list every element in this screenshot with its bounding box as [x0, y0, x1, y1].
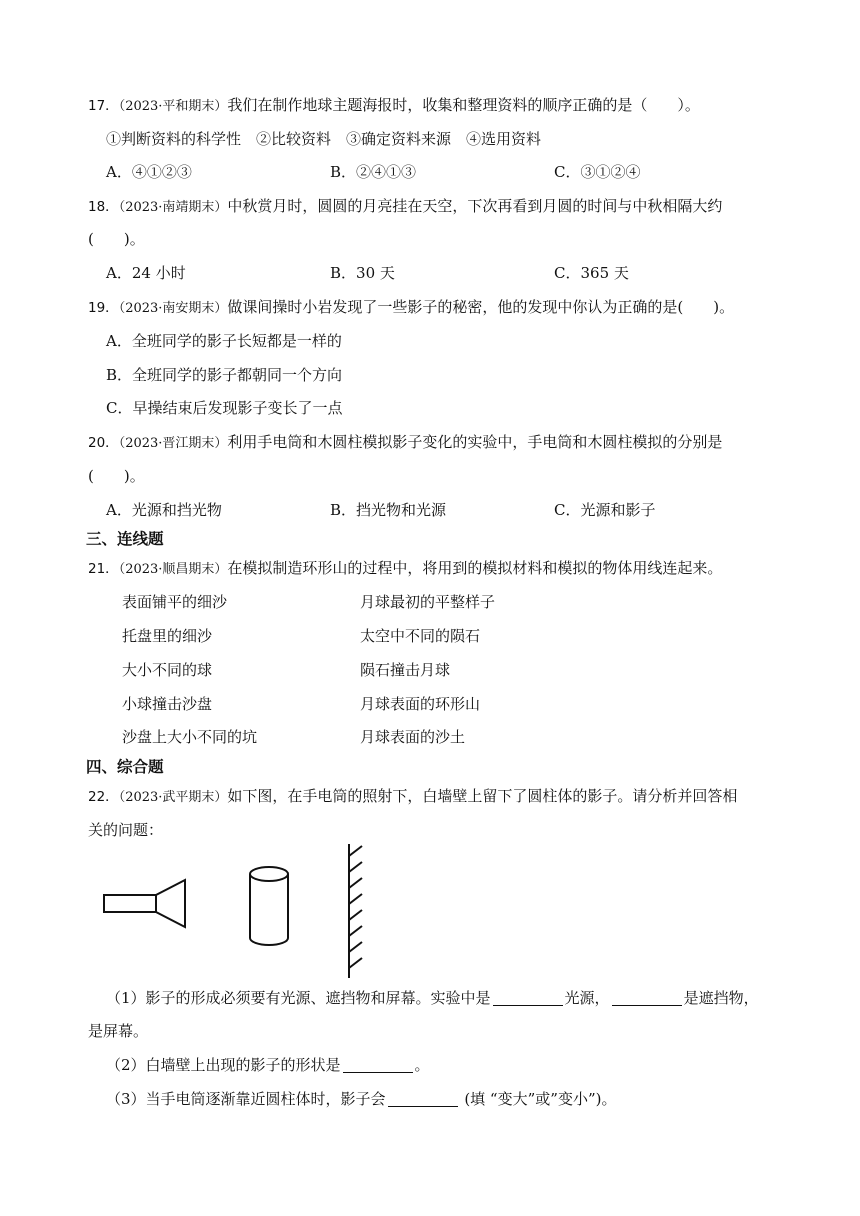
question-20-stem-cont: ( )。 — [88, 467, 145, 485]
question-22 — [88, 786, 737, 808]
option-b: B．②④①③ — [330, 163, 417, 181]
question-22-stem-cont: 关的问题： — [88, 821, 164, 839]
match-right-item: 月球表面的沙土 — [360, 728, 466, 746]
question-number: 21． — [88, 561, 119, 577]
option-b: B．全班同学的影子都朝同一个方向 — [106, 366, 343, 384]
question-source: （2023·武平期末） — [118, 790, 228, 805]
question-number: 18． — [88, 199, 119, 215]
answer-blank[interactable] — [343, 1056, 413, 1073]
question-19 — [88, 297, 734, 319]
question-number: 17． — [88, 98, 119, 114]
part-3-text: (填 “变大”或”变小”)。 — [459, 1090, 617, 1108]
question-22-part-2 — [106, 1055, 430, 1075]
question-17-items: ①判断资料的科学性 ②比较资料 ③确定资料来源 ④选用资料 — [106, 130, 542, 148]
answer-blank[interactable] — [493, 989, 563, 1006]
part-3-text: （3）当手电筒逐渐靠近圆柱体时，影子会 — [106, 1090, 386, 1108]
question-stem: 做课间操时小岩发现了一些影子的秘密，他的发现中你认为正确的是( )。 — [227, 298, 735, 316]
option-a: A．光源和挡光物 — [106, 501, 222, 519]
match-left-item: 沙盘上大小不同的坑 — [122, 728, 258, 746]
part-1-text: 光源， — [564, 989, 610, 1007]
option-a: A．24 小时 — [106, 264, 186, 282]
question-number: 22． — [88, 789, 119, 805]
option-a: A．④①②③ — [106, 163, 192, 181]
answer-blank[interactable] — [612, 989, 682, 1006]
option-c: C．早操结束后发现影子变长了一点 — [106, 399, 343, 417]
question-20 — [88, 432, 722, 454]
question-number: 19． — [88, 300, 119, 316]
option-b: B．30 天 — [330, 264, 395, 282]
part-2-text: （2）白墙壁上出现的影子的形状是 — [106, 1056, 341, 1074]
flashlight-icon — [104, 880, 185, 927]
experiment-figure — [100, 842, 370, 980]
question-stem: 中秋赏月时，圆圆的月亮挂在天空，下次再看到月圆的时间与中秋相隔大约 — [227, 197, 723, 215]
question-22-part-3 — [106, 1089, 616, 1109]
match-left-item: 表面铺平的细沙 — [122, 593, 228, 611]
question-stem: 在模拟制造环形山的过程中，将用到的模拟材料和模拟的物体用线连起来。 — [227, 559, 723, 577]
wall-icon — [349, 844, 362, 978]
match-left-item: 大小不同的球 — [122, 661, 213, 679]
match-right-item: 太空中不同的陨石 — [360, 627, 481, 645]
question-source: （2023·晋江期末） — [118, 436, 228, 451]
section-heading-comprehensive: 四、综合题 — [86, 758, 164, 776]
question-source: （2023·平和期末） — [118, 99, 228, 114]
question-18-stem-cont: ( )。 — [88, 230, 145, 248]
question-21 — [88, 558, 722, 580]
part-1-text: 是遮挡物， — [683, 989, 759, 1007]
option-c: C．365 天 — [554, 264, 629, 282]
section-heading-matching: 三、连线题 — [86, 530, 164, 548]
match-right-item: 陨石撞击月球 — [360, 661, 451, 679]
answer-blank[interactable] — [388, 1090, 458, 1107]
question-source: （2023·南安期末） — [118, 301, 228, 316]
question-stem: 利用手电筒和木圆柱模拟影子变化的实验中，手电筒和木圆柱模拟的分别是 — [227, 433, 723, 451]
match-right-item: 月球表面的环形山 — [360, 695, 481, 713]
option-c: C．光源和影子 — [554, 501, 656, 519]
cylinder-icon — [250, 867, 288, 945]
question-22-part-1 — [106, 988, 759, 1008]
question-number: 20． — [88, 435, 119, 451]
match-right-item: 月球最初的平整样子 — [360, 593, 496, 611]
option-b: B．挡光物和光源 — [330, 501, 447, 519]
question-source: （2023·南靖期末） — [118, 200, 228, 215]
question-22-part-1-cont: 是屏幕。 — [88, 1022, 149, 1040]
match-left-item: 托盘里的细沙 — [122, 627, 213, 645]
option-a: A．全班同学的影子长短都是一样的 — [106, 332, 342, 350]
question-17 — [88, 95, 700, 117]
option-c: C．③①②④ — [554, 163, 641, 181]
question-stem: 如下图，在手电筒的照射下，白墙壁上留下了圆柱体的影子。请分析并回答相 — [227, 787, 738, 805]
match-left-item: 小球撞击沙盘 — [122, 695, 213, 713]
part-1-text: （1）影子的形成必须要有光源、遮挡物和屏幕。实验中是 — [106, 989, 491, 1007]
question-source: （2023·顺昌期末） — [118, 562, 228, 577]
question-stem: 我们在制作地球主题海报时，收集和整理资料的顺序正确的是（ ）。 — [227, 96, 700, 114]
part-2-text: 。 — [414, 1056, 430, 1074]
question-18 — [88, 196, 722, 218]
